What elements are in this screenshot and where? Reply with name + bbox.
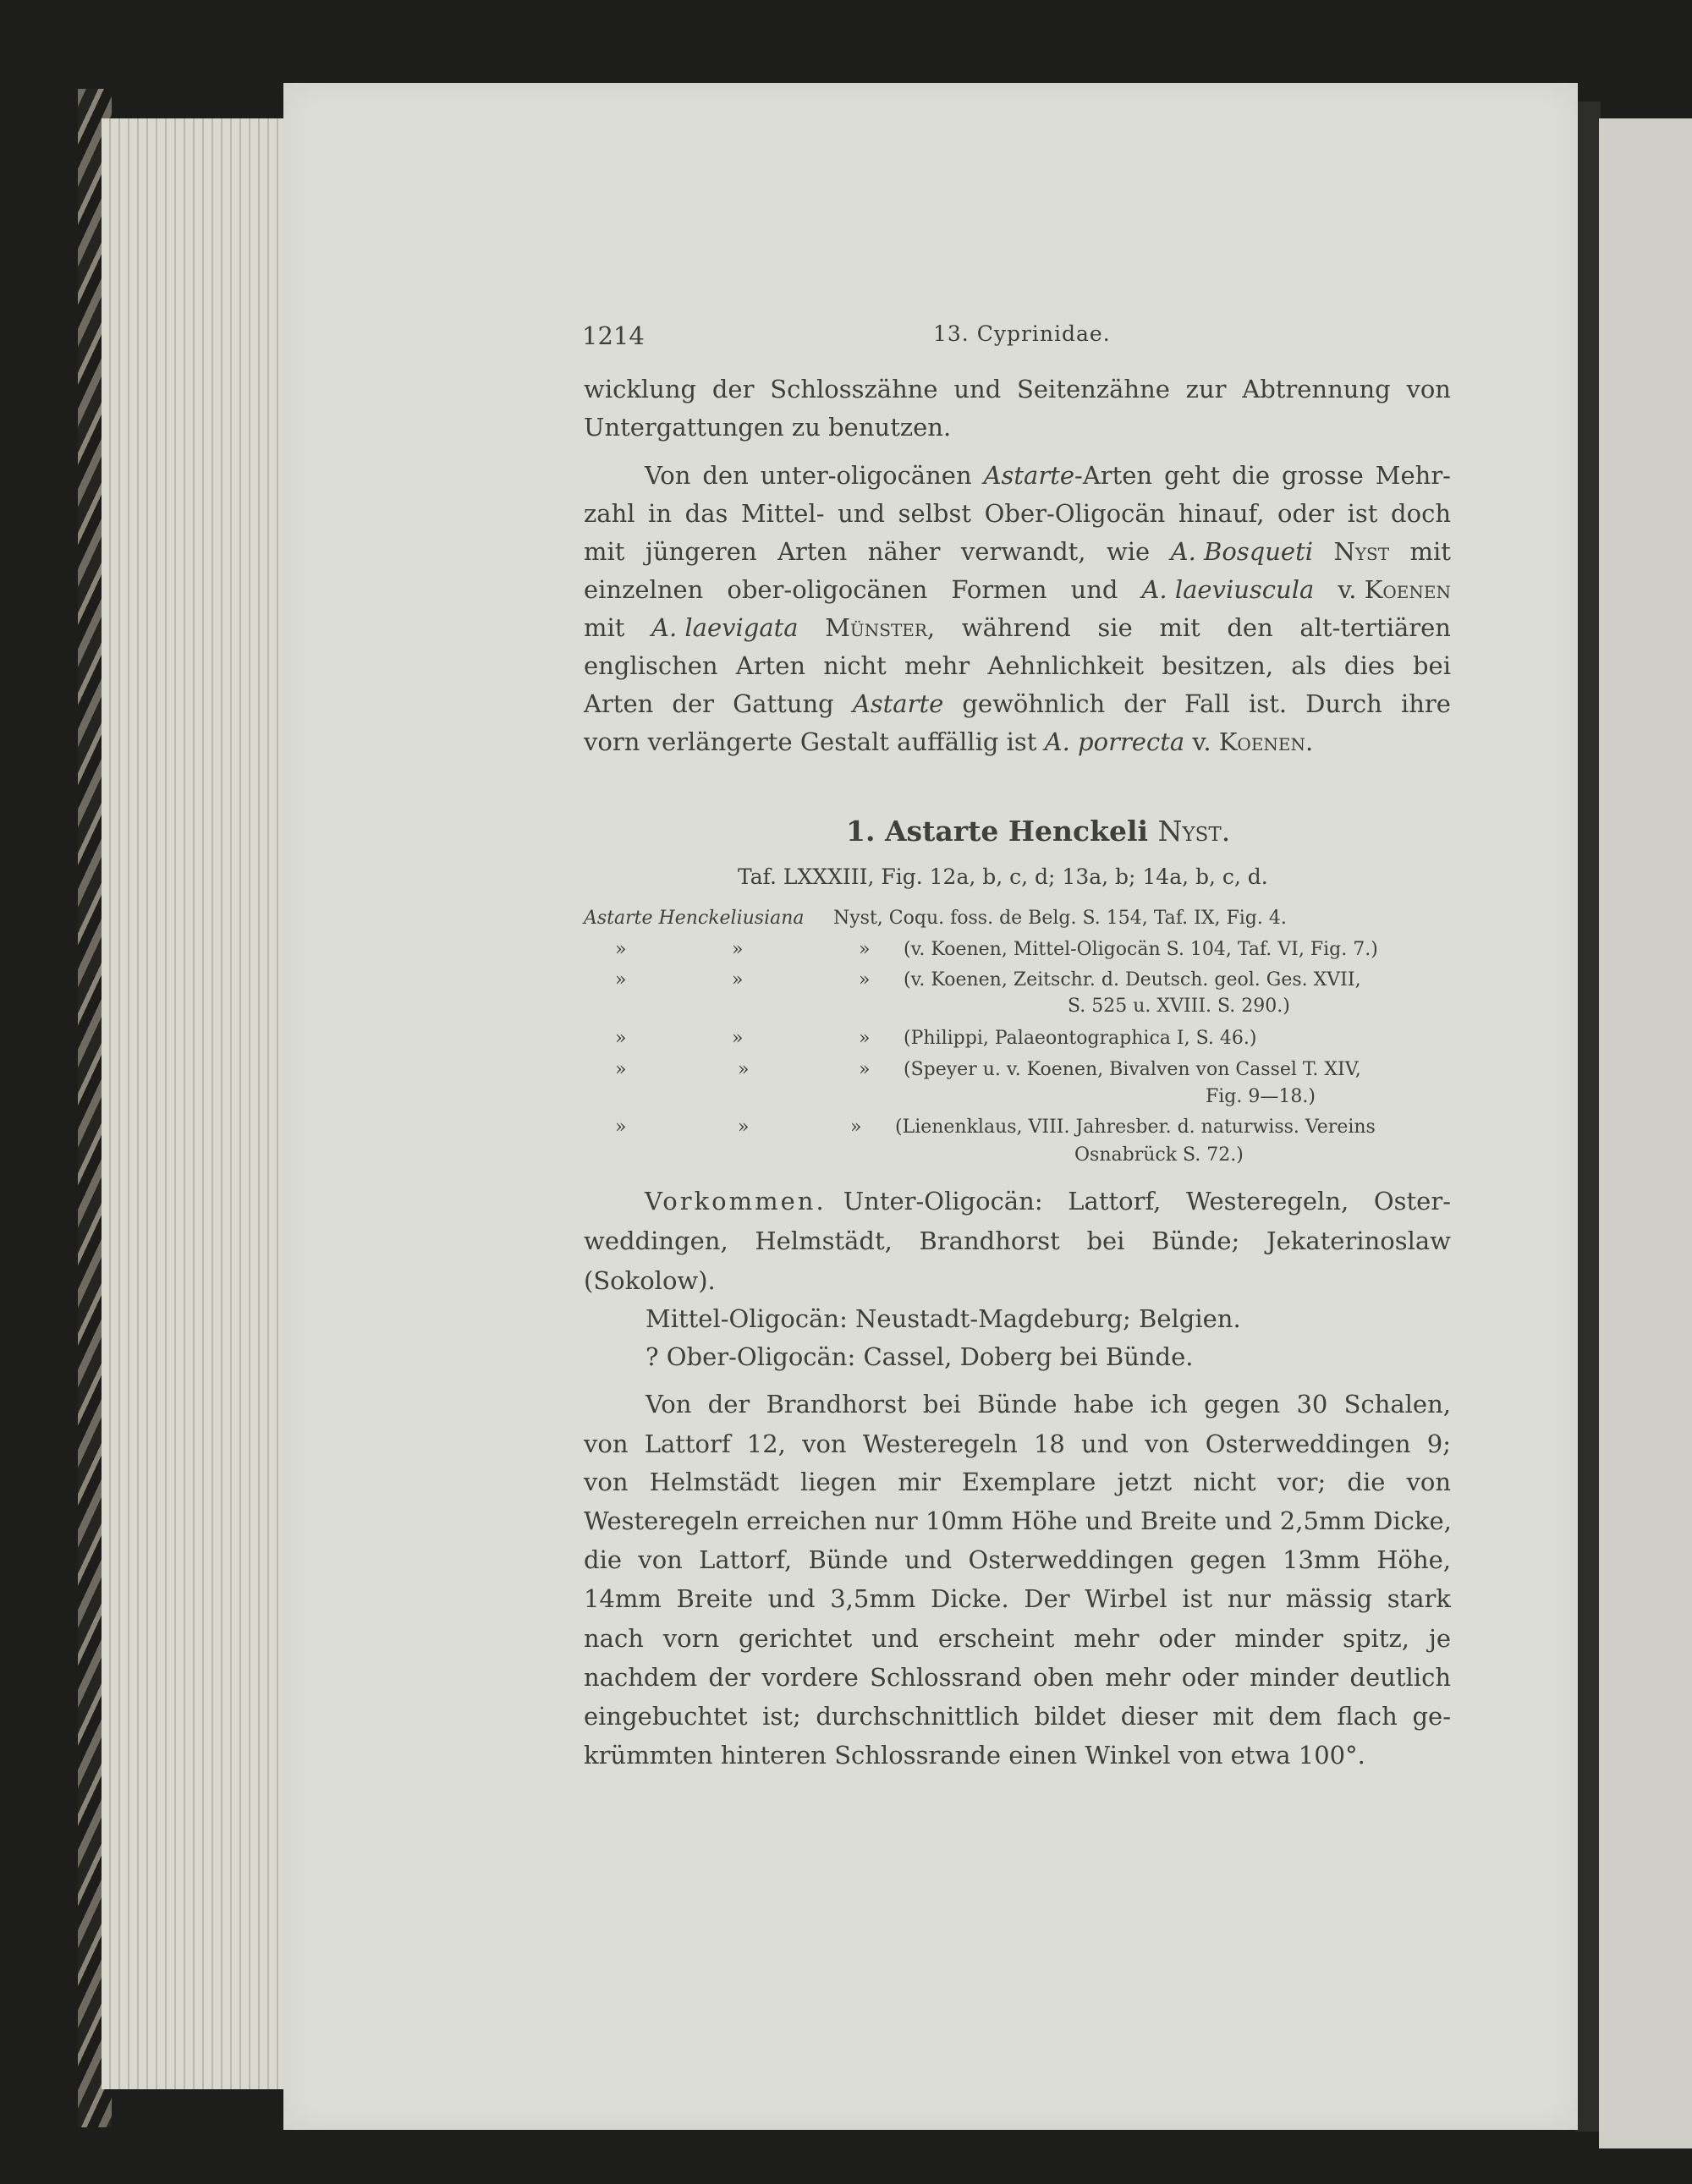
synonym-entry: (Philippi, Palaeontographica I, S. 46.) [904,1028,1257,1049]
text-line: mit jüngeren Arten näher verwandt, wie A. Bosqueti Nyst mit [584,537,1451,566]
text-line: einzelnen ober-oligocänen Formen und A. laeviuscula v. Koenen [584,575,1451,604]
text-line: Von den unter-oligocänen Astarte-Arten geht die grosse Mehr- [645,461,1451,490]
occurrence-line: ? Ober-Oligocän: Cassel, Doberg bei Bünde. [645,1342,1194,1371]
occurrence-line: (Sokolow). [584,1266,716,1295]
ditto-mark: » [859,939,871,960]
text-line: eingebuchtet ist; durchschnittlich bildet dieser mit dem flach ge- [584,1702,1451,1731]
facing-page-edge [1599,118,1692,2148]
synonym-entry: Nyst, Coqu. foss. de Belg. S. 154, Taf. IX, Fig. 4. [833,908,1287,929]
text-line: mit A. laevigata Münster, während sie mit den alt-tertiären [584,613,1451,642]
text-line: Westeregeln erreichen nur 10mm Höhe und Breite und 2,5mm Dicke, [584,1506,1452,1535]
text-line: von Lattorf 12, von Westeregeln 18 und von Osterweddingen 9; [584,1429,1451,1458]
ditto-mark: » [615,1117,627,1138]
synonym-entry: (v. Koenen, Mittel-Oligocän S. 104, Taf. VI, Fig. 7.) [904,939,1378,960]
ditto-mark: » [732,1028,744,1049]
section-title: 1. Astarte Henckeli Nyst. [846,815,1231,848]
synonym-entry-continued: Fig. 9—18.) [1206,1086,1316,1107]
ditto-mark: » [732,939,744,960]
synonym-entry: (Lienenklaus, VIII. Jahresber. d. naturwiss. Vereins [895,1117,1376,1138]
text-line: zahl in das Mittel- und selbst Ober-Oligocän hinauf, oder ist doch [584,499,1451,528]
ditto-mark: » [615,939,627,960]
synonym-entry: (v. Koenen, Zeitschr. d. Deutsch. geol. Ges. XVII, [904,969,1361,990]
synonym-entry: (Speyer u. v. Koenen, Bivalven von Cassel T. XIV, [904,1059,1361,1080]
text-line: von Helmstädt liegen mir Exemplare jetzt nicht vor; die von [584,1468,1451,1496]
ditto-mark: » [738,1059,750,1080]
running-title: 13. Cyprinidae. [933,321,1111,346]
text-line: wicklung der Schlosszähne und Seitenzähne zur Abtrennung von [584,375,1451,403]
text-line: krümmten hinteren Schlossrande einen Winkel von etwa 100°. [584,1741,1365,1770]
page-number: 1214 [582,321,645,350]
occurrence-line [584,1187,1451,1215]
occurrence-line: Mittel-Oligocän: Neustadt-Magdeburg; Belgien. [645,1304,1241,1333]
ditto-mark: » [859,1059,871,1080]
ditto-mark: » [615,969,627,990]
text-line: Untergattungen zu benutzen. [584,413,952,442]
text-line: nach vorn gerichtet und erscheint mehr oder minder spitz, je [584,1624,1451,1653]
occurrence-line: weddingen, Helmstädt, Brandhorst bei Bünde; Jekaterinoslaw [584,1226,1451,1255]
ditto-mark: » [615,1028,627,1049]
synonym-entry-continued: Osnabrück S. 72.) [1074,1144,1244,1166]
ditto-mark: » [859,969,871,990]
text-line: die von Lattorf, Bünde und Osterweddingen gegen 13mm Höhe, [584,1545,1451,1574]
text-line: nachdem der vordere Schlossrand oben mehr oder minder deutlich [584,1663,1451,1692]
text-line: Von der Brandhorst bei Bünde habe ich gegen 30 Schalen, [645,1390,1451,1419]
occurrence-text: Unter-Oligocän: Lattorf, Westeregeln, Oster- [843,1187,1451,1215]
synonym-entry-continued: S. 525 u. XVIII. S. 290.) [1068,996,1290,1017]
binding-gap [1575,102,1601,2132]
text-line: englischen Arten nicht mehr Aehnlichkeit besitzen, als dies bei [584,651,1451,680]
ditto-mark: » [615,1059,627,1080]
text-line: vorn verlängerte Gestalt auffällig ist A. porrecta v. Koenen. [584,727,1314,756]
ditto-mark: » [732,969,744,990]
text-line: 14mm Breite und 3,5mm Dicke. Der Wirbel ist nur mässig stark [584,1584,1451,1613]
plate-reference: Taf. LXXXIII, Fig. 12a, b, c, d; 13a, b; 14a, b, c, d. [738,864,1268,889]
ditto-mark: » [738,1117,750,1138]
synonym-species: Astarte Henckeliusiana [584,908,805,929]
ditto-mark: » [859,1028,871,1049]
occurrence-label: Vorkommen. [645,1187,827,1215]
ditto-mark: » [850,1117,862,1138]
text-line: Arten der Gattung Astarte gewöhnlich der Fall ist. Durch ihre [584,689,1451,718]
